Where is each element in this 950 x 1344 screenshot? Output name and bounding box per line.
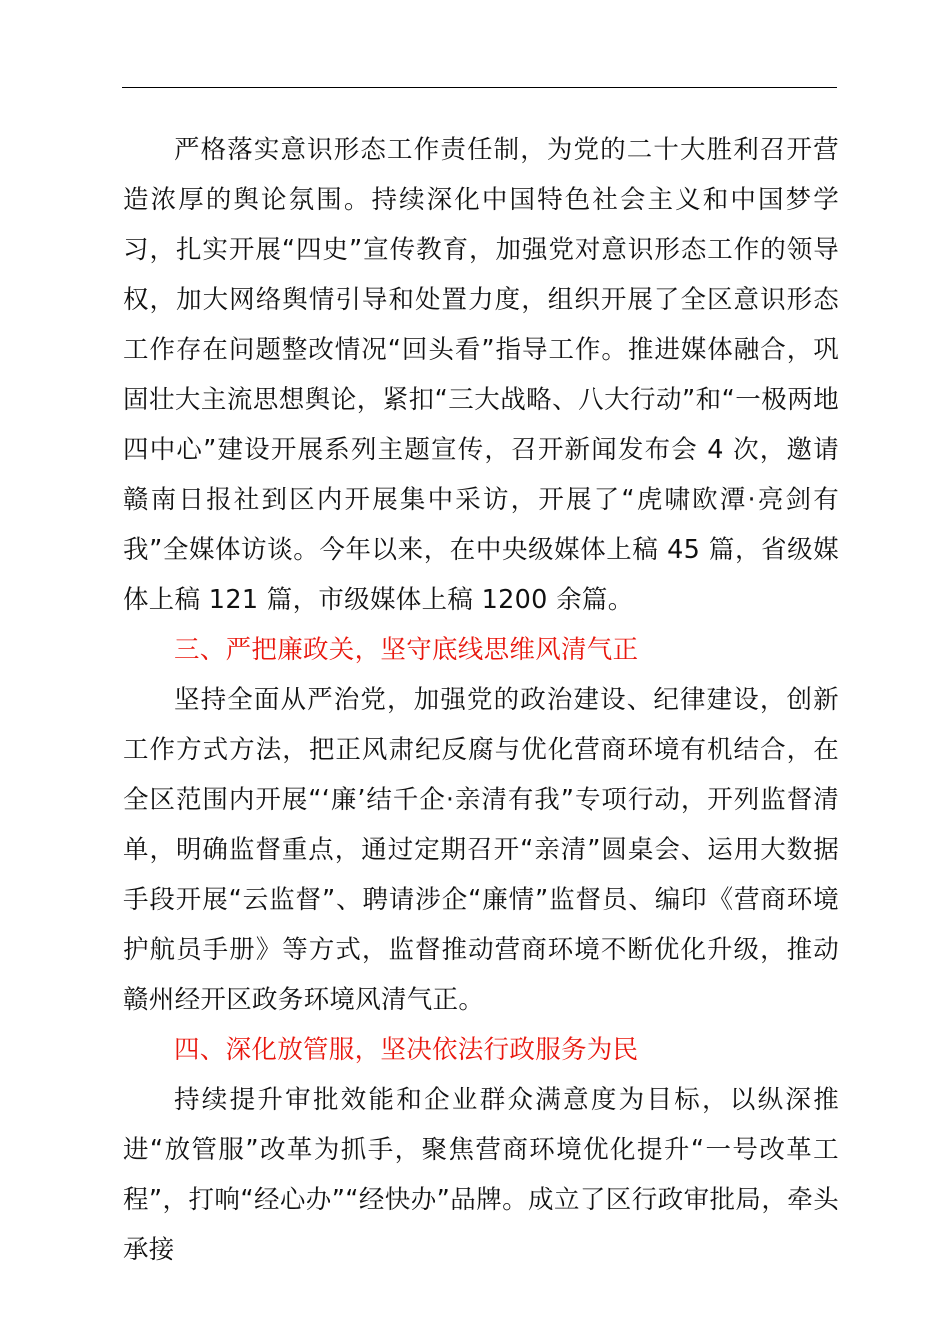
header-rule [122,87,837,88]
paragraph-ideology-work: 严格落实意识形态工作责任制，为党的二十大胜利召开营造浓厚的舆论氛围。持续深化中国特色社会主义和中国梦学习，扎实开展“四史”宣传教育，加强党对意识形态工作的领导权，加大网络舆情引导和处置力度，组织开展了全区意识形态工作存在问题整改情况“回头看”指导工作。推进媒体融合，巩固壮大主流思想舆论，紧扣“三大战略、八大行动”和“一极两地四中心”建设开展系列主题宣传，召开新闻发布会 4 次，邀请赣南日报社到区内开展集中采访，开展了“虎啸欧潭·亮剑有我”全媒体访谈。今年以来，在中央级媒体上稿 45 篇，省级媒体上稿 121 篇，市级媒体上稿 1200 余篇。 [123,135,839,615]
paragraph-integrity-work: 坚持全面从严治党，加强党的政治建设、纪律建设，创新工作方式方法，把正风肃纪反腐与优化营商环境有机结合，在全区范围内开展“‘廉’结千企·亲清有我”专项行动，开列监督清单，明确监督重点，通过定期召开“亲清”圆桌会、运用大数据手段开展“云监督”、聘请涉企“廉情”监督员、编印《营商环境护航员手册》等方式，监督推动营商环境不断优化升级，推动赣州经开区政务环境风清气正。 [123,685,839,1015]
paragraph-service-reform: 持续提升审批效能和企业群众满意度为目标，以纵深推进“放管服”改革为抓手，聚焦营商环境优化提升“一号改革工程”，打响“经心办”“经快办”品牌。成立了区行政审批局，牵头承接 [123,1085,839,1265]
document-body [123,125,839,1275]
section-heading-4: 四、深化放管服，坚决依法行政服务为民 [174,1035,639,1065]
section-heading-3: 三、严把廉政关，坚守底线思维风清气正 [174,635,639,665]
